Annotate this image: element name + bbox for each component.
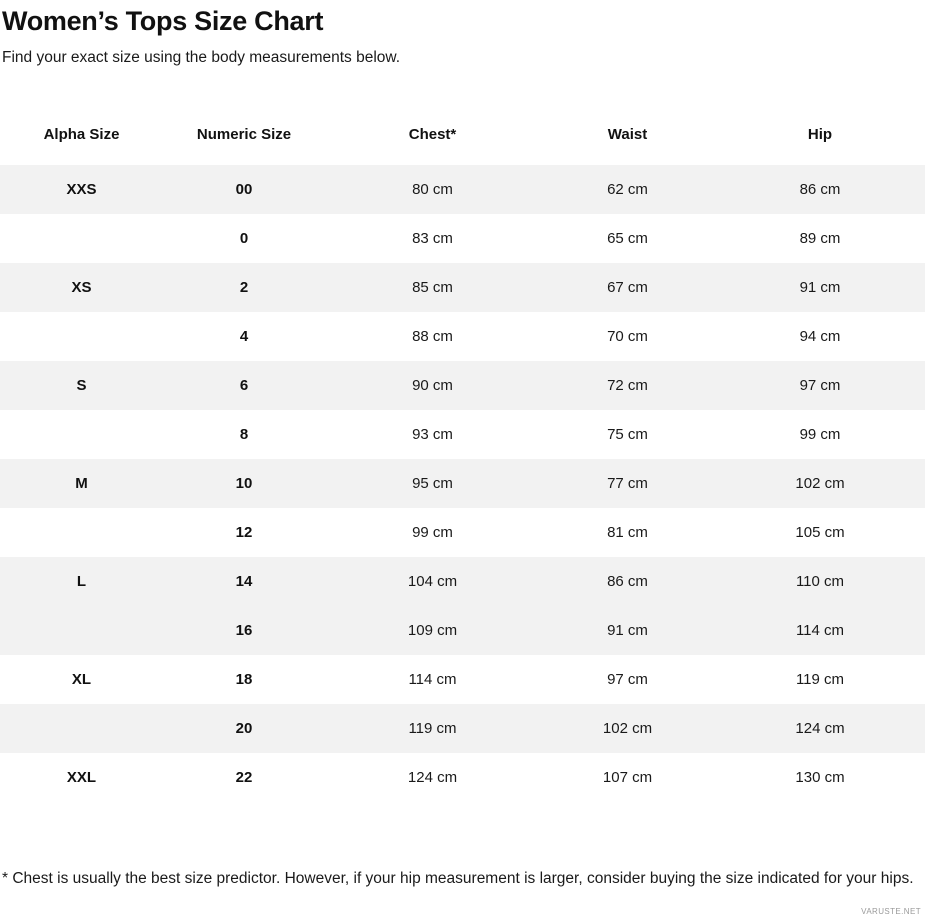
cell-chest: 109 cm <box>325 606 540 655</box>
cell-chest: 85 cm <box>325 263 540 312</box>
cell-waist: 67 cm <box>540 263 715 312</box>
cell-waist: 75 cm <box>607 426 648 443</box>
cell-waist: 97 cm <box>607 671 648 688</box>
cell-chest: 119 cm <box>325 704 540 753</box>
cell-alpha-size <box>0 606 163 655</box>
table-body <box>0 165 925 802</box>
cell-chest: 114 cm <box>408 671 457 688</box>
cell-chest: 90 cm <box>325 361 540 410</box>
cell-numeric-size: 14 <box>163 557 325 606</box>
page-title: Women’s Tops Size Chart <box>2 6 324 36</box>
cell-waist: 81 cm <box>607 524 648 541</box>
cell-alpha-size: XS <box>0 263 163 312</box>
cell-hip: 124 cm <box>715 704 925 753</box>
watermark: VARUSTE.NET <box>861 907 921 916</box>
cell-numeric-size: 16 <box>163 606 325 655</box>
cell-chest: 88 cm <box>412 328 453 345</box>
cell-numeric-size: 20 <box>163 704 325 753</box>
page-subtitle: Find your exact size using the body measurements below. <box>2 49 401 66</box>
cell-chest: 104 cm <box>325 557 540 606</box>
cell-chest: 99 cm <box>412 524 453 541</box>
cell-alpha-size <box>0 508 163 557</box>
table-header <box>0 126 925 165</box>
table-row <box>0 557 925 606</box>
cell-chest: 95 cm <box>325 459 540 508</box>
cell-numeric-size: 2 <box>163 263 325 312</box>
column-header-hip: Hip <box>807 126 833 143</box>
cell-hip: 110 cm <box>715 557 925 606</box>
cell-numeric-size: 12 <box>235 524 253 541</box>
table-row <box>0 263 925 312</box>
cell-hip: 130 cm <box>795 769 845 786</box>
cell-waist: 102 cm <box>540 704 715 753</box>
cell-hip: 86 cm <box>715 165 925 214</box>
cell-hip: 94 cm <box>799 328 841 345</box>
cell-numeric-size: 10 <box>163 459 325 508</box>
cell-hip: 105 cm <box>795 524 845 541</box>
column-header-numeric-size: Numeric Size <box>196 126 292 143</box>
cell-numeric-size: 18 <box>235 671 253 688</box>
cell-alpha-size: XXS <box>0 165 163 214</box>
cell-hip: 91 cm <box>715 263 925 312</box>
cell-numeric-size: 6 <box>163 361 325 410</box>
cell-chest: 93 cm <box>412 426 453 443</box>
cell-numeric-size: 00 <box>163 165 325 214</box>
cell-hip: 114 cm <box>715 606 925 655</box>
table-row <box>0 214 925 263</box>
table-row <box>0 410 925 459</box>
cell-numeric-size: 22 <box>235 769 253 786</box>
cell-hip: 97 cm <box>715 361 925 410</box>
table-row <box>0 704 925 753</box>
table-header-row <box>0 126 925 165</box>
cell-numeric-size: 0 <box>239 230 249 247</box>
cell-hip: 102 cm <box>715 459 925 508</box>
cell-waist: 65 cm <box>607 230 648 247</box>
cell-alpha-size: S <box>0 361 163 410</box>
cell-hip: 119 cm <box>795 671 845 688</box>
cell-chest: 80 cm <box>325 165 540 214</box>
column-header-alpha-size: Alpha Size <box>43 126 120 143</box>
table-row <box>0 606 925 655</box>
column-header-chest: Chest* <box>408 126 457 143</box>
cell-alpha-size: XL <box>71 671 92 688</box>
cell-alpha-size <box>0 704 163 753</box>
cell-waist: 86 cm <box>540 557 715 606</box>
cell-alpha-size <box>0 410 163 459</box>
cell-chest: 124 cm <box>407 769 458 786</box>
table-row <box>0 655 925 704</box>
table-row <box>0 165 925 214</box>
cell-numeric-size: 8 <box>239 426 249 443</box>
table-row <box>0 508 925 557</box>
cell-numeric-size: 4 <box>239 328 249 345</box>
cell-alpha-size <box>0 312 163 361</box>
cell-hip: 99 cm <box>799 426 841 443</box>
cell-waist: 70 cm <box>607 328 648 345</box>
cell-alpha-size <box>0 214 163 263</box>
cell-alpha-size: XXL <box>66 769 97 786</box>
table-row <box>0 753 925 802</box>
cell-waist: 62 cm <box>540 165 715 214</box>
cell-chest: 83 cm <box>412 230 453 247</box>
cell-waist: 107 cm <box>602 769 653 786</box>
cell-waist: 91 cm <box>540 606 715 655</box>
table-row <box>0 459 925 508</box>
cell-alpha-size: L <box>0 557 163 606</box>
cell-waist: 77 cm <box>540 459 715 508</box>
footnote: * Chest is usually the best size predictor. However, if your hip measurement is larger, consider buying the size indicated for your hips. <box>2 870 914 887</box>
cell-waist: 72 cm <box>540 361 715 410</box>
column-header-waist: Waist <box>607 126 648 143</box>
cell-alpha-size: M <box>0 459 163 508</box>
size-chart-table <box>0 126 925 802</box>
cell-hip: 89 cm <box>799 230 841 247</box>
table-row <box>0 312 925 361</box>
table-row <box>0 361 925 410</box>
